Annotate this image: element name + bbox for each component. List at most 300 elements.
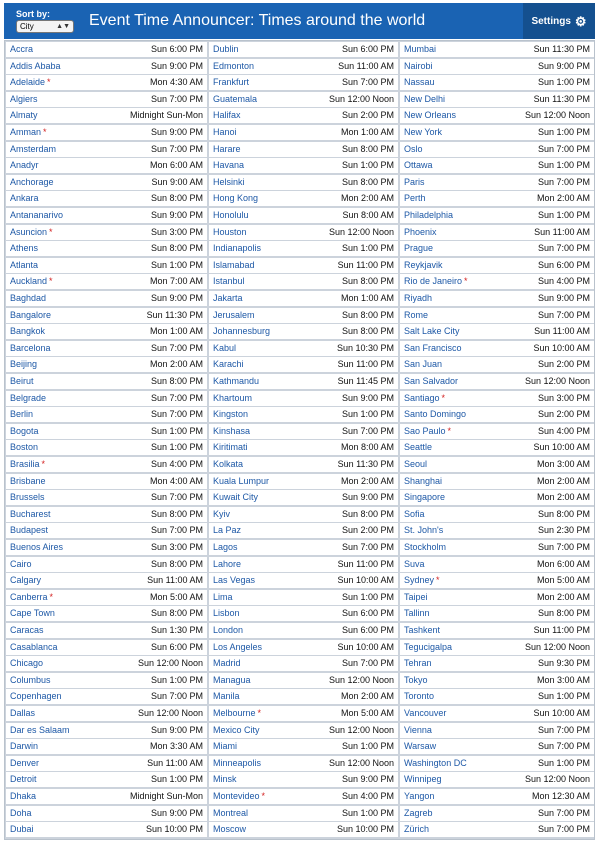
table-row	[209, 673, 398, 688]
local-time: Sun 9:00 PM	[341, 774, 394, 785]
local-time: Sun 12:00 Noon	[328, 226, 394, 237]
table-row	[400, 308, 594, 323]
table-row	[400, 208, 594, 223]
local-time: Sun 1:00 PM	[537, 77, 590, 88]
table-row	[400, 424, 594, 439]
table-row	[6, 673, 207, 688]
city-link[interactable]: Beirut	[10, 376, 34, 386]
local-time: Sun 1:00 PM	[537, 127, 590, 137]
city-link[interactable]: Brisbane	[10, 475, 46, 486]
city-link[interactable]: Mumbai	[404, 44, 437, 54]
local-time: Sun 11:00 PM	[337, 259, 394, 270]
city-link[interactable]: Montevideo	[213, 791, 260, 801]
city-link[interactable]: Columbus	[10, 674, 51, 685]
city-link[interactable]: Mexico City	[213, 724, 260, 735]
city-link[interactable]: Beijing	[10, 359, 38, 370]
city-link[interactable]: Kyiv	[213, 508, 231, 519]
city-link[interactable]: Jerusalem	[213, 309, 255, 320]
city-link[interactable]: New Delhi	[404, 93, 446, 104]
local-time: Sun 8:00 PM	[150, 376, 203, 386]
city-link[interactable]: Amsterdam	[10, 143, 57, 154]
city-link[interactable]: Bucharest	[10, 508, 51, 519]
table-row	[6, 656, 207, 671]
local-time: Mon 2:00 AM	[340, 691, 394, 702]
city-link[interactable]: Perth	[404, 193, 426, 204]
city-link[interactable]: Sao Paulo	[404, 425, 446, 436]
table-row	[400, 108, 594, 123]
city-link[interactable]: Hanoi	[213, 127, 237, 137]
city-link[interactable]: Addis Ababa	[10, 60, 61, 71]
local-time: Sun 11:00 AM	[147, 757, 203, 768]
city-time-grid	[4, 40, 595, 840]
city-link[interactable]: Washington DC	[404, 757, 467, 768]
local-time: Sun 8:00 PM	[150, 508, 203, 519]
table-row	[400, 191, 594, 206]
city-link[interactable]: Athens	[10, 243, 39, 254]
local-time: Sun 7:00 PM	[150, 143, 203, 154]
city-link[interactable]: Jakarta	[213, 293, 243, 303]
local-time: Sun 11:00 AM	[338, 60, 394, 71]
city-link[interactable]: Doha	[10, 807, 32, 818]
city-link[interactable]: Asuncion	[10, 226, 48, 237]
local-time: Sun 9:00 AM	[151, 176, 203, 187]
city-link[interactable]: Minneapolis	[213, 757, 262, 768]
city-link[interactable]: Almaty	[10, 110, 38, 121]
local-time: Mon 2:00 AM	[536, 475, 590, 486]
city-link[interactable]: Lagos	[213, 542, 238, 552]
city-link[interactable]: Helsinki	[213, 176, 245, 187]
city-link[interactable]: Tokyo	[404, 674, 428, 685]
city-link[interactable]: Khartoum	[213, 392, 253, 403]
city-link[interactable]: Santiago	[404, 392, 440, 403]
table-row	[6, 274, 207, 289]
city-link[interactable]: Houston	[213, 226, 247, 237]
local-time: Sun 11:30 PM	[533, 93, 590, 104]
table-row	[400, 175, 594, 190]
local-time: Sun 7:00 PM	[537, 724, 590, 735]
local-time: Midnight Sun-Mon	[129, 791, 203, 801]
city-link[interactable]: Reykjavik	[404, 259, 443, 270]
city-link[interactable]: Calgary	[10, 575, 42, 586]
local-time: Sun 7:00 PM	[150, 492, 203, 503]
table-row	[400, 772, 594, 787]
local-time: Sun 1:00 PM	[150, 259, 203, 270]
city-link[interactable]: Karachi	[213, 359, 244, 370]
city-link[interactable]: Dubai	[10, 824, 34, 835]
city-link[interactable]: La Paz	[213, 525, 242, 536]
city-link[interactable]: Chicago	[10, 658, 44, 669]
city-link[interactable]: London	[213, 625, 244, 635]
table-row	[6, 540, 207, 555]
local-time: Sun 9:00 PM	[150, 210, 203, 220]
table-row	[400, 739, 594, 754]
city-link[interactable]: Dublin	[213, 44, 239, 54]
local-time: Sun 8:00 AM	[342, 210, 394, 220]
table-row	[6, 308, 207, 323]
local-time: Sun 1:00 PM	[341, 160, 394, 171]
city-link[interactable]: Edmonton	[213, 60, 255, 71]
table-row	[400, 274, 594, 289]
city-link[interactable]: Winnipeg	[404, 774, 442, 785]
local-time: Sun 8:00 PM	[341, 326, 394, 337]
city-link[interactable]: Kolkata	[213, 459, 244, 469]
city-link[interactable]: Manila	[213, 691, 240, 702]
table-row	[400, 806, 594, 821]
city-link[interactable]: Santo Domingo	[404, 409, 467, 420]
city-link[interactable]: Auckland	[10, 276, 48, 287]
city-link[interactable]: St. John's	[404, 525, 444, 536]
city-link[interactable]: Honolulu	[213, 210, 249, 220]
table-row	[6, 756, 207, 771]
local-time: Sun 7:00 PM	[537, 741, 590, 752]
table-row	[209, 291, 398, 306]
table-row	[6, 241, 207, 256]
table-row	[209, 258, 398, 273]
local-time: Sun 11:00 AM	[534, 226, 590, 237]
table-row	[400, 357, 594, 372]
city-link[interactable]: Kathmandu	[213, 376, 260, 386]
city-link[interactable]: Warsaw	[404, 741, 437, 752]
city-link[interactable]: Yangon	[404, 791, 435, 801]
city-link[interactable]: Harare	[213, 143, 241, 154]
local-time: Sun 11:30 PM	[337, 459, 394, 469]
city-link[interactable]: Lisbon	[213, 608, 240, 619]
table-row	[400, 822, 594, 837]
local-time: Mon 1:00 AM	[149, 326, 203, 337]
city-link[interactable]: Boston	[10, 442, 39, 453]
table-row	[209, 225, 398, 240]
table-row	[6, 258, 207, 273]
city-link[interactable]: Halifax	[213, 110, 241, 121]
city-link[interactable]: Vienna	[404, 724, 432, 735]
city-link[interactable]: Madrid	[213, 658, 241, 669]
city-link[interactable]: Casablanca	[10, 641, 58, 652]
city-link[interactable]: San Salvador	[404, 376, 459, 386]
city-link[interactable]: Suva	[404, 558, 425, 569]
city-link[interactable]: Frankfurt	[213, 77, 250, 88]
city-link[interactable]: Zürich	[404, 824, 430, 835]
city-link[interactable]: Bogota	[10, 425, 39, 436]
city-link[interactable]: Anadyr	[10, 160, 39, 171]
city-link[interactable]: Taipei	[404, 591, 428, 602]
dst-marker-icon: *	[49, 591, 54, 602]
local-time: Sun 11:30 PM	[533, 44, 590, 54]
city-link[interactable]: Moscow	[213, 824, 247, 835]
city-link[interactable]: Kingston	[213, 409, 249, 420]
table-row	[209, 424, 398, 439]
table-row	[400, 673, 594, 688]
city-link[interactable]: Bangalore	[10, 309, 52, 320]
city-link[interactable]: Brussels	[10, 492, 45, 503]
table-row	[400, 324, 594, 339]
city-link[interactable]: Sydney	[404, 575, 435, 586]
local-time: Sun 7:00 PM	[341, 542, 394, 552]
table-row	[6, 391, 207, 406]
table-row	[6, 523, 207, 538]
local-time: Sun 9:00 PM	[150, 127, 203, 137]
local-time: Sun 10:00 AM	[533, 442, 590, 453]
city-link[interactable]: New Orleans	[404, 110, 457, 121]
local-time: Mon 5:00 AM	[340, 708, 394, 718]
city-link[interactable]: Cape Town	[10, 608, 55, 619]
city-link[interactable]: San Juan	[404, 359, 443, 370]
table-row	[6, 573, 207, 588]
city-link[interactable]: Nassau	[404, 77, 435, 88]
city-link[interactable]: Johannesburg	[213, 326, 271, 337]
dst-marker-icon: *	[447, 425, 452, 436]
table-row	[400, 540, 594, 555]
table-row	[209, 656, 398, 671]
city-link[interactable]: Tallinn	[404, 608, 430, 619]
table-row	[6, 225, 207, 240]
city-link[interactable]: Kiritimati	[213, 442, 248, 453]
city-link[interactable]: Melbourne	[213, 708, 256, 718]
city-link[interactable]: Caracas	[10, 625, 44, 635]
table-row	[209, 557, 398, 572]
table-row	[400, 623, 594, 638]
table-row	[400, 557, 594, 572]
table-row	[400, 507, 594, 522]
dst-marker-icon: *	[41, 459, 46, 469]
local-time: Sun 2:00 PM	[341, 525, 394, 536]
local-time: Sun 6:00 PM	[341, 44, 394, 54]
city-link[interactable]: New York	[404, 127, 443, 137]
table-row	[6, 822, 207, 837]
city-link[interactable]: Copenhagen	[10, 691, 62, 702]
city-link[interactable]: Zagreb	[404, 807, 433, 818]
table-row	[6, 208, 207, 223]
local-time: Sun 1:30 PM	[150, 625, 203, 635]
city-link[interactable]: Antananarivo	[10, 210, 64, 220]
city-link[interactable]: Philadelphia	[404, 210, 454, 220]
city-link[interactable]: Bangkok	[10, 326, 46, 337]
city-link[interactable]: Rome	[404, 309, 429, 320]
city-link[interactable]: Dhaka	[10, 791, 37, 801]
table-row	[6, 291, 207, 306]
city-link[interactable]: Tehran	[404, 658, 432, 669]
local-time: Sun 1:00 PM	[537, 757, 590, 768]
city-link[interactable]: Dallas	[10, 708, 36, 718]
local-time: Sun 10:00 AM	[337, 641, 394, 652]
local-time: Sun 12:00 Noon	[137, 708, 203, 718]
city-link[interactable]: Hong Kong	[213, 193, 259, 204]
city-link[interactable]: Managua	[213, 674, 251, 685]
city-link[interactable]: Minsk	[213, 774, 237, 785]
dst-marker-icon: *	[49, 276, 53, 287]
city-link[interactable]: Montreal	[213, 807, 249, 818]
city-link[interactable]: Detroit	[10, 774, 37, 785]
city-link[interactable]: Salt Lake City	[404, 326, 460, 337]
table-row	[6, 407, 207, 422]
local-time: Sun 8:00 PM	[150, 558, 203, 569]
city-link[interactable]: Seattle	[404, 442, 433, 453]
city-link[interactable]: Denver	[10, 757, 40, 768]
table-row	[400, 59, 594, 74]
table-row	[6, 590, 207, 605]
local-time: Sun 6:00 PM	[150, 641, 203, 652]
city-link[interactable]: Las Vegas	[213, 575, 256, 586]
local-time: Mon 3:00 AM	[536, 674, 590, 685]
local-time: Sun 2:00 PM	[537, 409, 590, 420]
local-time: Sun 12:00 Noon	[328, 93, 394, 104]
table-row	[400, 789, 594, 804]
table-row	[6, 75, 207, 90]
local-time: Sun 1:00 PM	[150, 674, 203, 685]
dst-marker-icon: *	[43, 127, 47, 137]
table-row	[6, 457, 207, 472]
table-row	[6, 706, 207, 721]
city-link[interactable]: Canberra	[10, 591, 48, 602]
city-link[interactable]: Toronto	[404, 691, 435, 702]
city-link[interactable]: Kinshasa	[213, 425, 251, 436]
city-link[interactable]: Adelaide	[10, 77, 46, 88]
city-link[interactable]: Singapore	[404, 492, 446, 503]
table-row	[400, 706, 594, 721]
city-link[interactable]: Kuala Lumpur	[213, 475, 270, 486]
city-link[interactable]: Oslo	[404, 143, 423, 154]
local-time: Sun 4:00 PM	[537, 425, 590, 436]
table-row	[209, 772, 398, 787]
table-row	[209, 640, 398, 655]
local-time: Sun 12:00 Noon	[328, 724, 394, 735]
city-link[interactable]: Rio de Janeiro	[404, 276, 463, 287]
city-link[interactable]: Berlin	[10, 409, 34, 420]
city-link[interactable]: Ottawa	[404, 160, 433, 171]
gear-icon: ⚙	[574, 13, 587, 29]
table-row	[6, 59, 207, 74]
city-link[interactable]: Sofia	[404, 508, 425, 519]
table-row	[6, 606, 207, 621]
table-row	[400, 75, 594, 90]
local-time: Sun 3:00 PM	[150, 226, 203, 237]
table-row	[6, 191, 207, 206]
select-arrows-icon: ▲▼	[56, 23, 70, 30]
city-link[interactable]: Riyadh	[404, 293, 433, 303]
table-row	[400, 723, 594, 738]
table-row	[400, 341, 594, 356]
local-time: Sun 8:00 PM	[150, 193, 203, 204]
table-row	[209, 723, 398, 738]
local-time: Sun 10:00 PM	[145, 824, 203, 835]
city-link[interactable]: Amman	[10, 127, 42, 137]
local-time: Sun 10:00 PM	[336, 824, 394, 835]
city-link[interactable]: Havana	[213, 160, 245, 171]
city-link[interactable]: Lima	[213, 591, 233, 602]
city-link[interactable]: Istanbul	[213, 276, 245, 287]
city-link[interactable]: Nairobi	[404, 60, 433, 71]
local-time: Sun 9:00 PM	[150, 807, 203, 818]
table-row	[209, 92, 398, 107]
city-link[interactable]: Anchorage	[10, 176, 54, 187]
city-link[interactable]: Lahore	[213, 558, 242, 569]
city-link[interactable]: Vancouver	[404, 708, 447, 718]
local-time: Midnight Sun-Mon	[129, 110, 203, 121]
city-link[interactable]: Phoenix	[404, 226, 437, 237]
local-time: Mon 2:00 AM	[536, 591, 590, 602]
dst-marker-icon: *	[436, 575, 440, 586]
city-link[interactable]: Buenos Aires	[10, 542, 64, 552]
table-row	[400, 640, 594, 655]
local-time: Mon 3:30 AM	[149, 741, 203, 752]
city-link[interactable]: Seoul	[404, 459, 428, 469]
local-time: Sun 8:00 PM	[150, 608, 203, 619]
city-link[interactable]: Indianapolis	[213, 243, 262, 254]
table-row	[400, 656, 594, 671]
settings-button[interactable]	[523, 3, 595, 39]
city-link[interactable]: Baghdad	[10, 293, 47, 303]
local-time: Sun 7:00 PM	[341, 425, 394, 436]
city-link[interactable]: Stockholm	[404, 542, 447, 552]
table-row	[400, 42, 594, 57]
city-link[interactable]: Kuwait City	[213, 492, 259, 503]
table-row	[6, 623, 207, 638]
app-header	[4, 3, 595, 39]
local-time: Sun 11:00 PM	[337, 558, 394, 569]
city-link[interactable]: Dar es Salaam	[10, 724, 70, 735]
table-row	[209, 158, 398, 173]
table-row	[6, 341, 207, 356]
city-link[interactable]: Algiers	[10, 93, 38, 104]
table-row	[209, 308, 398, 323]
city-link[interactable]: Darwin	[10, 741, 39, 752]
city-link[interactable]: Guatemala	[213, 93, 258, 104]
local-time: Sun 1:00 PM	[150, 442, 203, 453]
city-link[interactable]: Ankara	[10, 193, 39, 204]
city-link[interactable]: Accra	[10, 44, 34, 54]
city-link[interactable]: Kabul	[213, 342, 237, 353]
table-row	[209, 623, 398, 638]
city-link[interactable]: Paris	[404, 176, 425, 187]
table-row	[209, 474, 398, 489]
local-time: Mon 1:00 AM	[340, 127, 394, 137]
city-link[interactable]: Los Angeles	[213, 641, 263, 652]
city-link[interactable]: Barcelona	[10, 342, 51, 353]
local-time: Sun 7:00 PM	[341, 658, 394, 669]
city-link[interactable]: Cairo	[10, 558, 32, 569]
city-link[interactable]: Tashkent	[404, 625, 441, 635]
city-link[interactable]: Budapest	[10, 525, 49, 536]
local-time: Sun 7:00 PM	[150, 93, 203, 104]
city-link[interactable]: Islamabad	[213, 259, 255, 270]
city-link[interactable]: Miami	[213, 741, 237, 752]
city-link[interactable]: Belgrade	[10, 392, 47, 403]
local-time: Mon 4:00 AM	[149, 475, 203, 486]
table-row	[400, 125, 594, 140]
city-link[interactable]: Prague	[404, 243, 434, 254]
local-time: Sun 3:00 PM	[537, 392, 590, 403]
table-row	[400, 158, 594, 173]
local-time: Sun 9:00 PM	[150, 724, 203, 735]
local-time: Sun 9:00 PM	[341, 392, 394, 403]
city-link[interactable]: Atlanta	[10, 259, 39, 270]
table-row	[400, 391, 594, 406]
sort-select[interactable]	[16, 20, 74, 33]
dst-marker-icon: *	[49, 226, 53, 237]
city-link[interactable]: Tegucigalpa	[404, 641, 453, 652]
table-row	[400, 440, 594, 455]
city-link[interactable]: Brasilia	[10, 459, 40, 469]
local-time: Mon 12:30 AM	[531, 791, 590, 801]
local-time: Sun 6:00 PM	[537, 259, 590, 270]
local-time: Sun 8:00 PM	[537, 608, 590, 619]
table-row	[6, 789, 207, 804]
table-row	[400, 92, 594, 107]
table-row	[209, 573, 398, 588]
city-link[interactable]: San Francisco	[404, 342, 462, 353]
table-row	[209, 175, 398, 190]
city-link[interactable]: Shanghai	[404, 475, 443, 486]
table-row	[400, 225, 594, 240]
